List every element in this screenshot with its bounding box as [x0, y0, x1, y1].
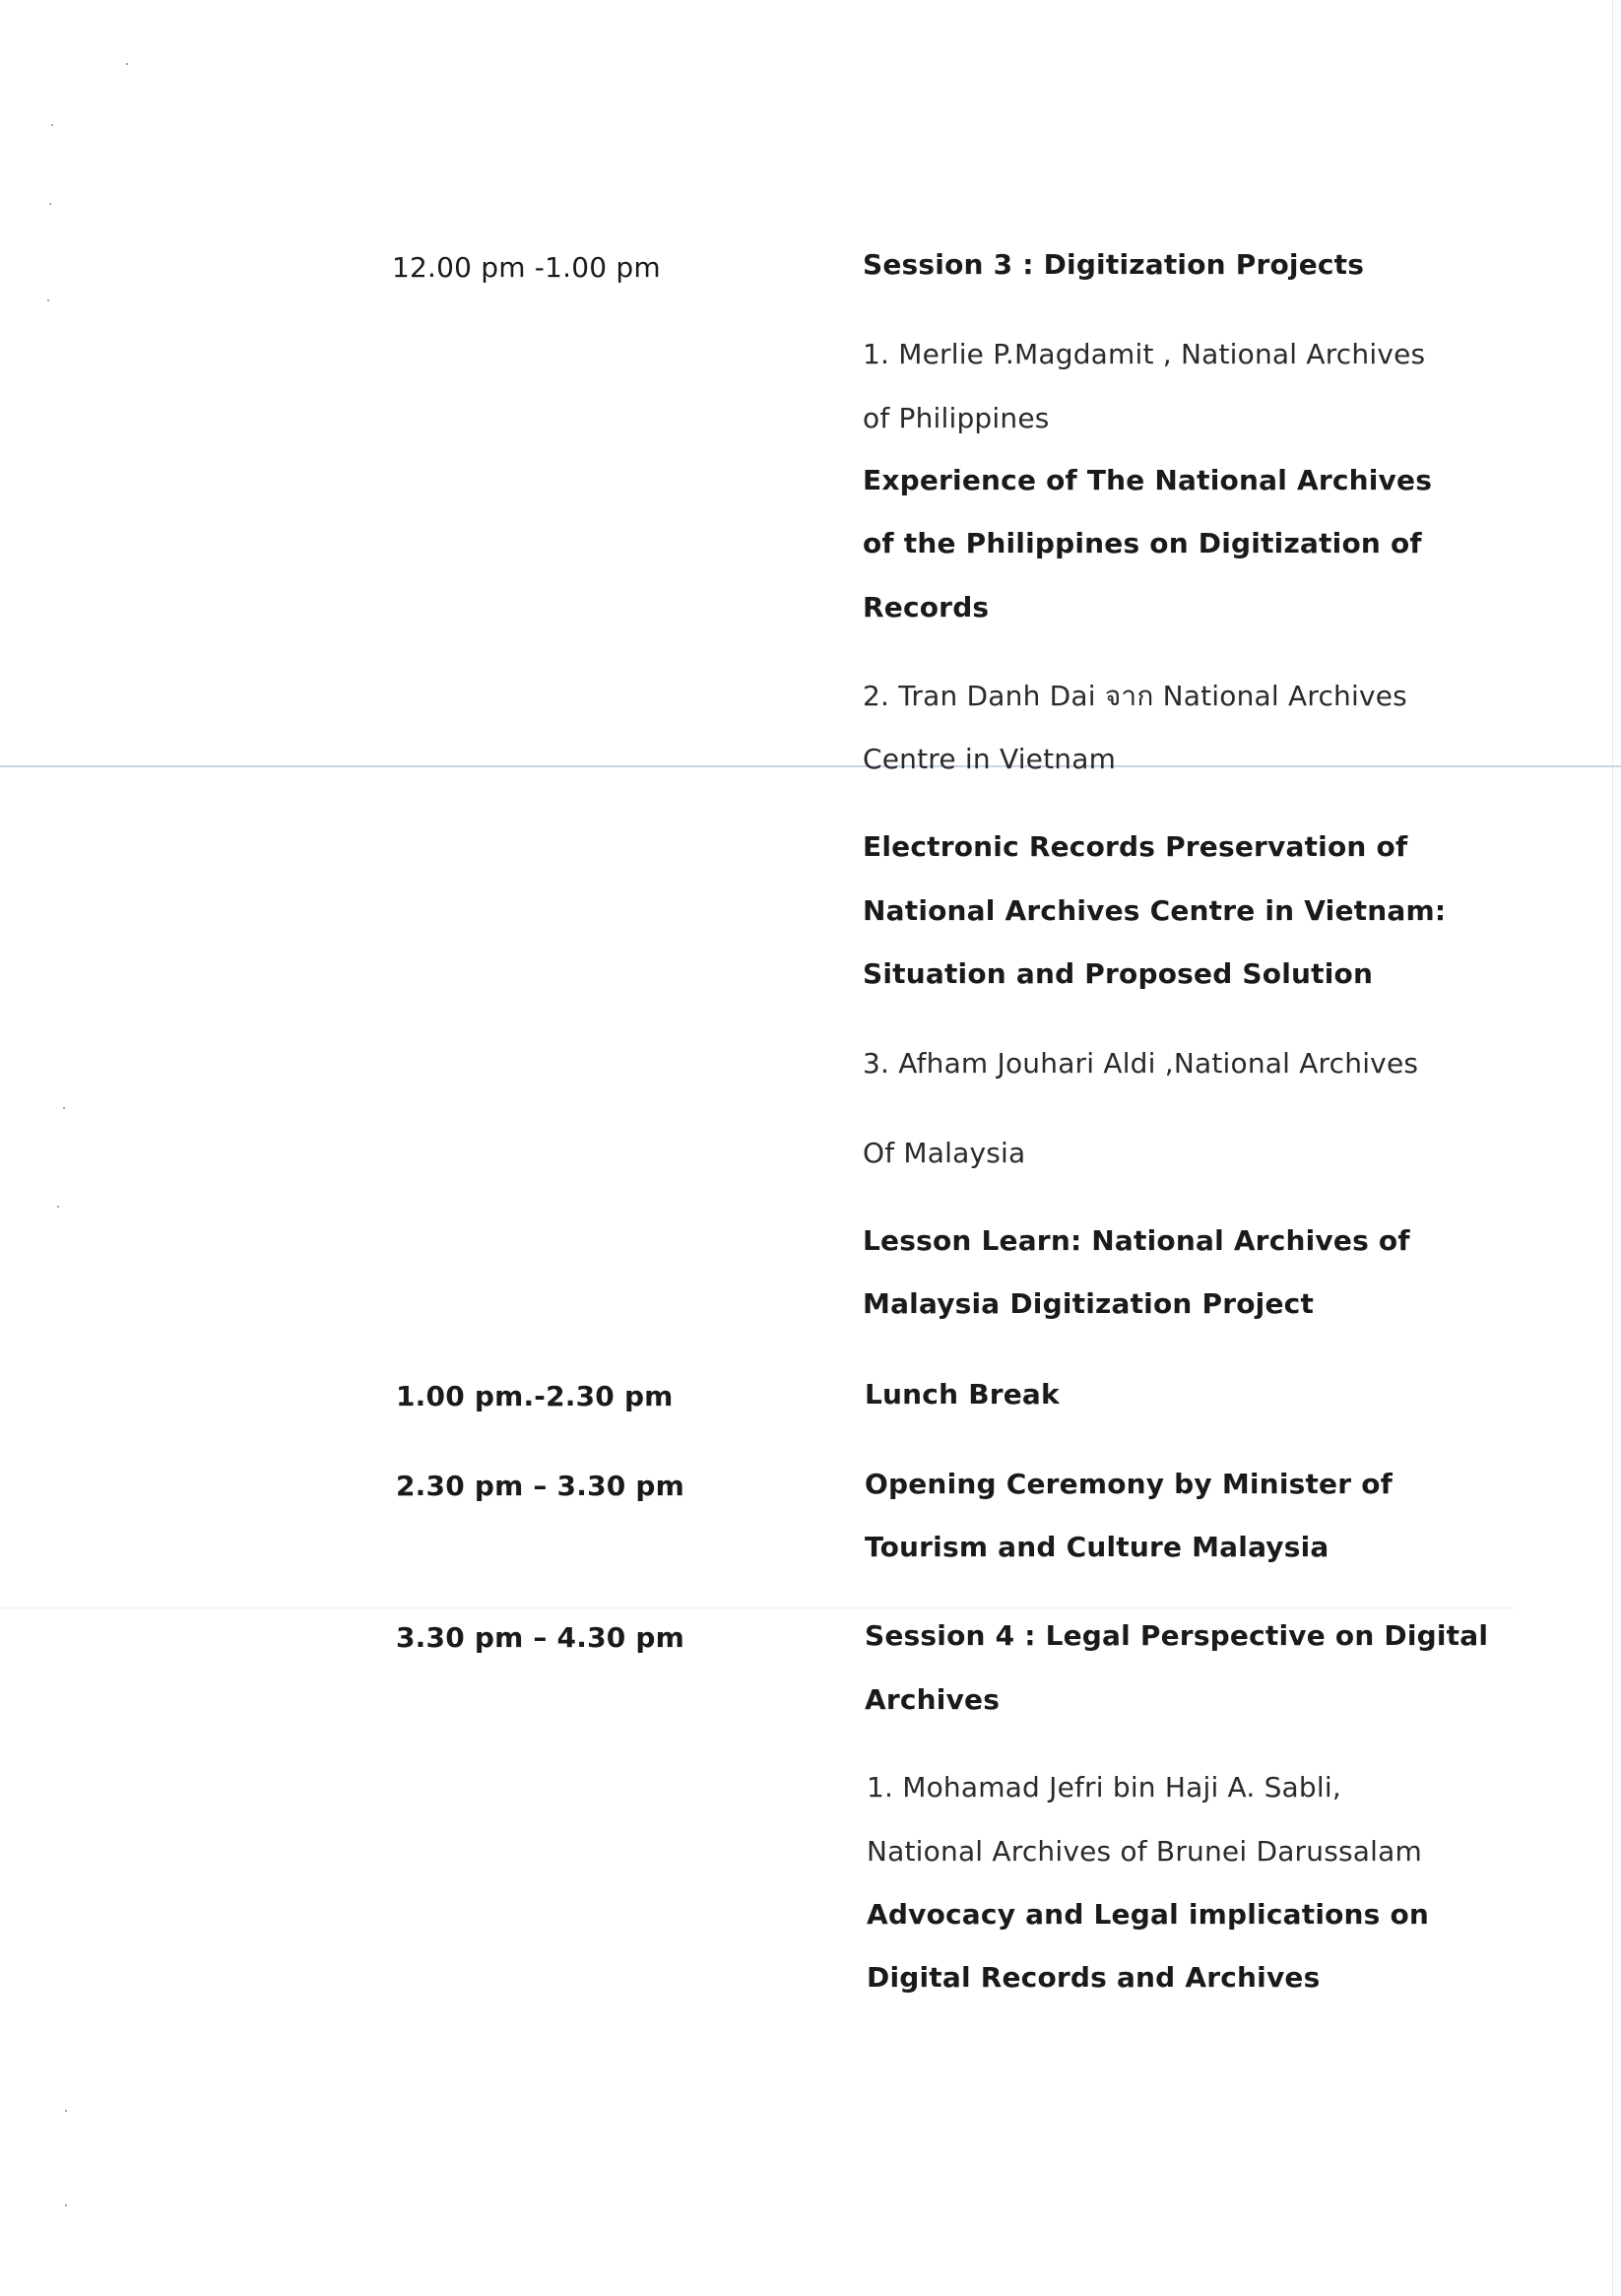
slot1-presenter1-org: of Philippines	[863, 402, 1050, 434]
slot4-title-line1: Session 4 : Legal Perspective on Digital	[865, 1619, 1489, 1652]
scan-speck	[49, 203, 51, 205]
scan-speck	[57, 1206, 59, 1208]
slot4-presenter1-topic-line1: Advocacy and Legal implications on	[867, 1898, 1430, 1931]
slot1-presenter1-name: 1. Merlie P.Magdamit , National Archives	[863, 338, 1426, 370]
slot1-presenter3-name: 3. Afham Jouhari Aldi ,National Archives	[863, 1047, 1419, 1080]
slot1-title: Session 3 : Digitization Projects	[863, 248, 1365, 281]
slot1-presenter2-topic-line1: Electronic Records Preservation of	[863, 830, 1408, 863]
slot3-time: 2.30 pm – 3.30 pm	[396, 1470, 684, 1502]
slot3-title-line1: Opening Ceremony by Minister of	[865, 1468, 1394, 1500]
fold-line	[0, 765, 1621, 767]
slot4-presenter1-name: 1. Mohamad Jefri bin Haji A. Sabli,	[867, 1771, 1341, 1804]
slot2-time: 1.00 pm.-2.30 pm	[396, 1380, 674, 1412]
scan-speck	[65, 2110, 67, 2112]
scan-edge	[1612, 0, 1613, 2296]
slot4-presenter1-topic-line2: Digital Records and Archives	[867, 1961, 1321, 1994]
slot3-title-line2: Tourism and Culture Malaysia	[865, 1531, 1329, 1563]
slot4-time: 3.30 pm – 4.30 pm	[396, 1621, 684, 1654]
scan-speck	[126, 63, 128, 65]
slot4-title-line2: Archives	[865, 1683, 1001, 1716]
slot1-presenter2-topic-line3: Situation and Proposed Solution	[863, 957, 1374, 990]
scan-speck	[51, 124, 53, 126]
scan-speck	[47, 299, 49, 301]
fold-line-faint	[0, 1607, 1517, 1608]
slot1-presenter3-topic-line2: Malaysia Digitization Project	[863, 1287, 1315, 1320]
slot1-presenter2-topic-line2: National Archives Centre in Vietnam:	[863, 894, 1447, 927]
slot1-presenter1-topic-line2: of the Philippines on Digitization of	[863, 527, 1422, 559]
slot1-presenter2-org: Centre in Vietnam	[863, 743, 1117, 775]
slot4-presenter1-org: National Archives of Brunei Darussalam	[867, 1835, 1422, 1868]
slot2-title: Lunch Break	[865, 1378, 1060, 1410]
slot1-presenter3-org: Of Malaysia	[863, 1137, 1026, 1169]
scan-speck	[63, 1107, 65, 1109]
slot1-presenter1-topic-line1: Experience of The National Archives	[863, 464, 1433, 496]
slot1-presenter2-name: 2. Tran Danh Dai จาก National Archives	[863, 680, 1407, 712]
slot1-presenter3-topic-line1: Lesson Learn: National Archives of	[863, 1224, 1410, 1257]
scan-speck	[65, 2204, 67, 2206]
slot1-presenter1-topic-line3: Records	[863, 591, 990, 623]
slot1-time: 12.00 pm -1.00 pm	[392, 251, 661, 284]
